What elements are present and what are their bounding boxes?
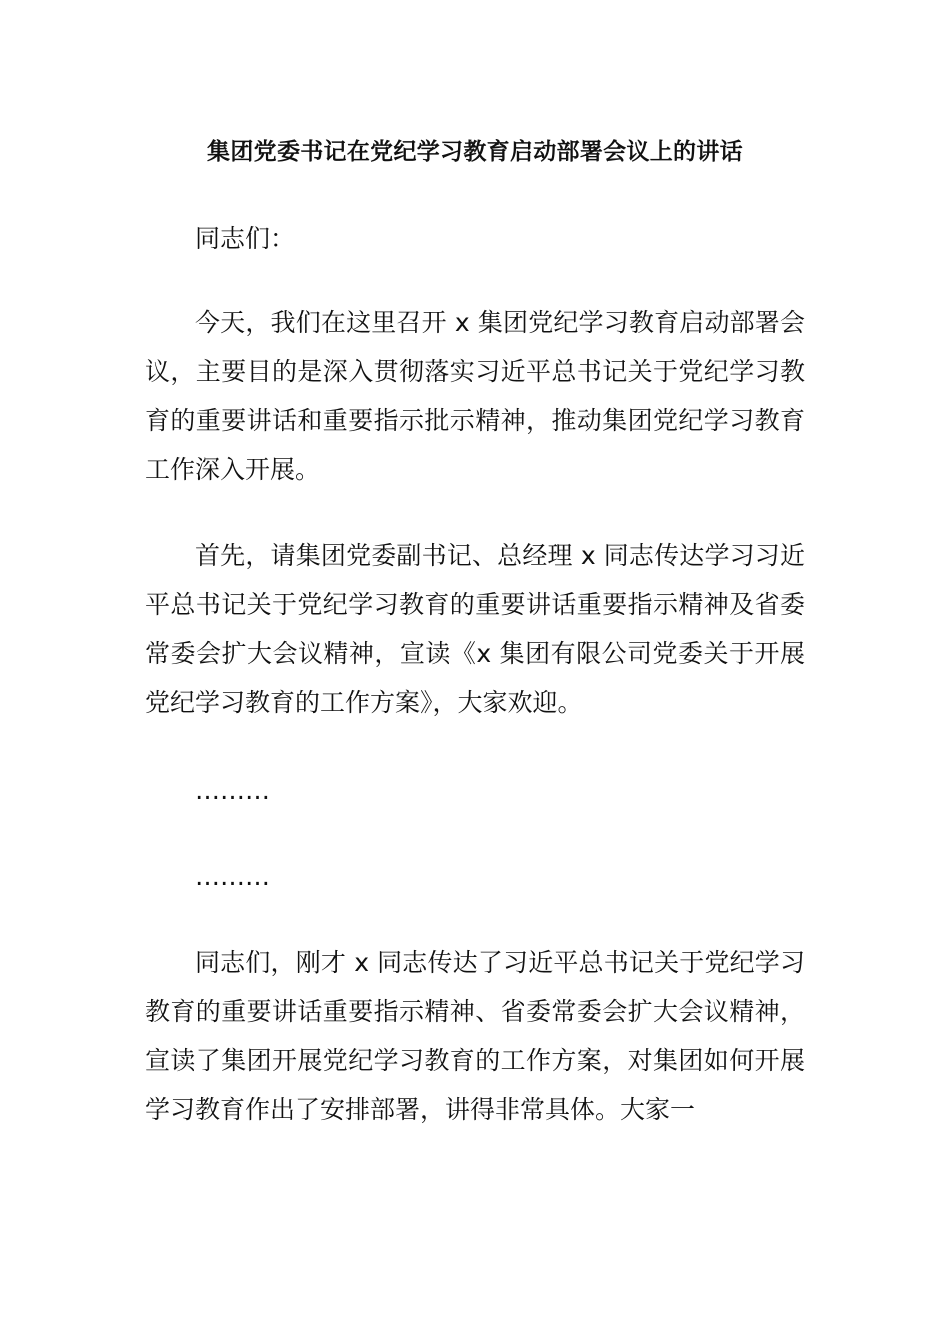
speech-body-paragraph: 同志们，刚才 x 同志传达了习近平总书记关于党纪学习教育的重要讲话重要指示精神、省委常委会扩大会议精神，宣读了集团开展党纪学习教育的工作方案，对集团如何开展学习教育作出了安排部署，讲得非常具体。大家一 [145, 948, 805, 1124]
agenda-paragraph: 首先，请集团党委副书记、总经理 x 同志传达学习习近平总书记关于党纪学习教育的重要讲话重要指示精神及省委常委会扩大会议精神，宣读《x 集团有限公司党委关于开展党纪学习教育的工作方案》，大家欢迎。 [145, 541, 805, 717]
document-title: 集团党委书记在党纪学习教育启动部署会议上的讲话 [207, 139, 743, 165]
ellipsis-paragraph: ……… [195, 776, 270, 805]
opening-paragraph: 今天，我们在这里召开 x 集团党纪学习教育启动部署会议，主要目的是深入贯彻落实习近平总书记关于党纪学习教育的重要讲话和重要指示批示精神，推动集团党纪学习教育工作深入开展。 [145, 308, 805, 484]
ellipsis-paragraph: ……… [195, 862, 270, 891]
salutation-paragraph: 同志们： [195, 224, 296, 253]
